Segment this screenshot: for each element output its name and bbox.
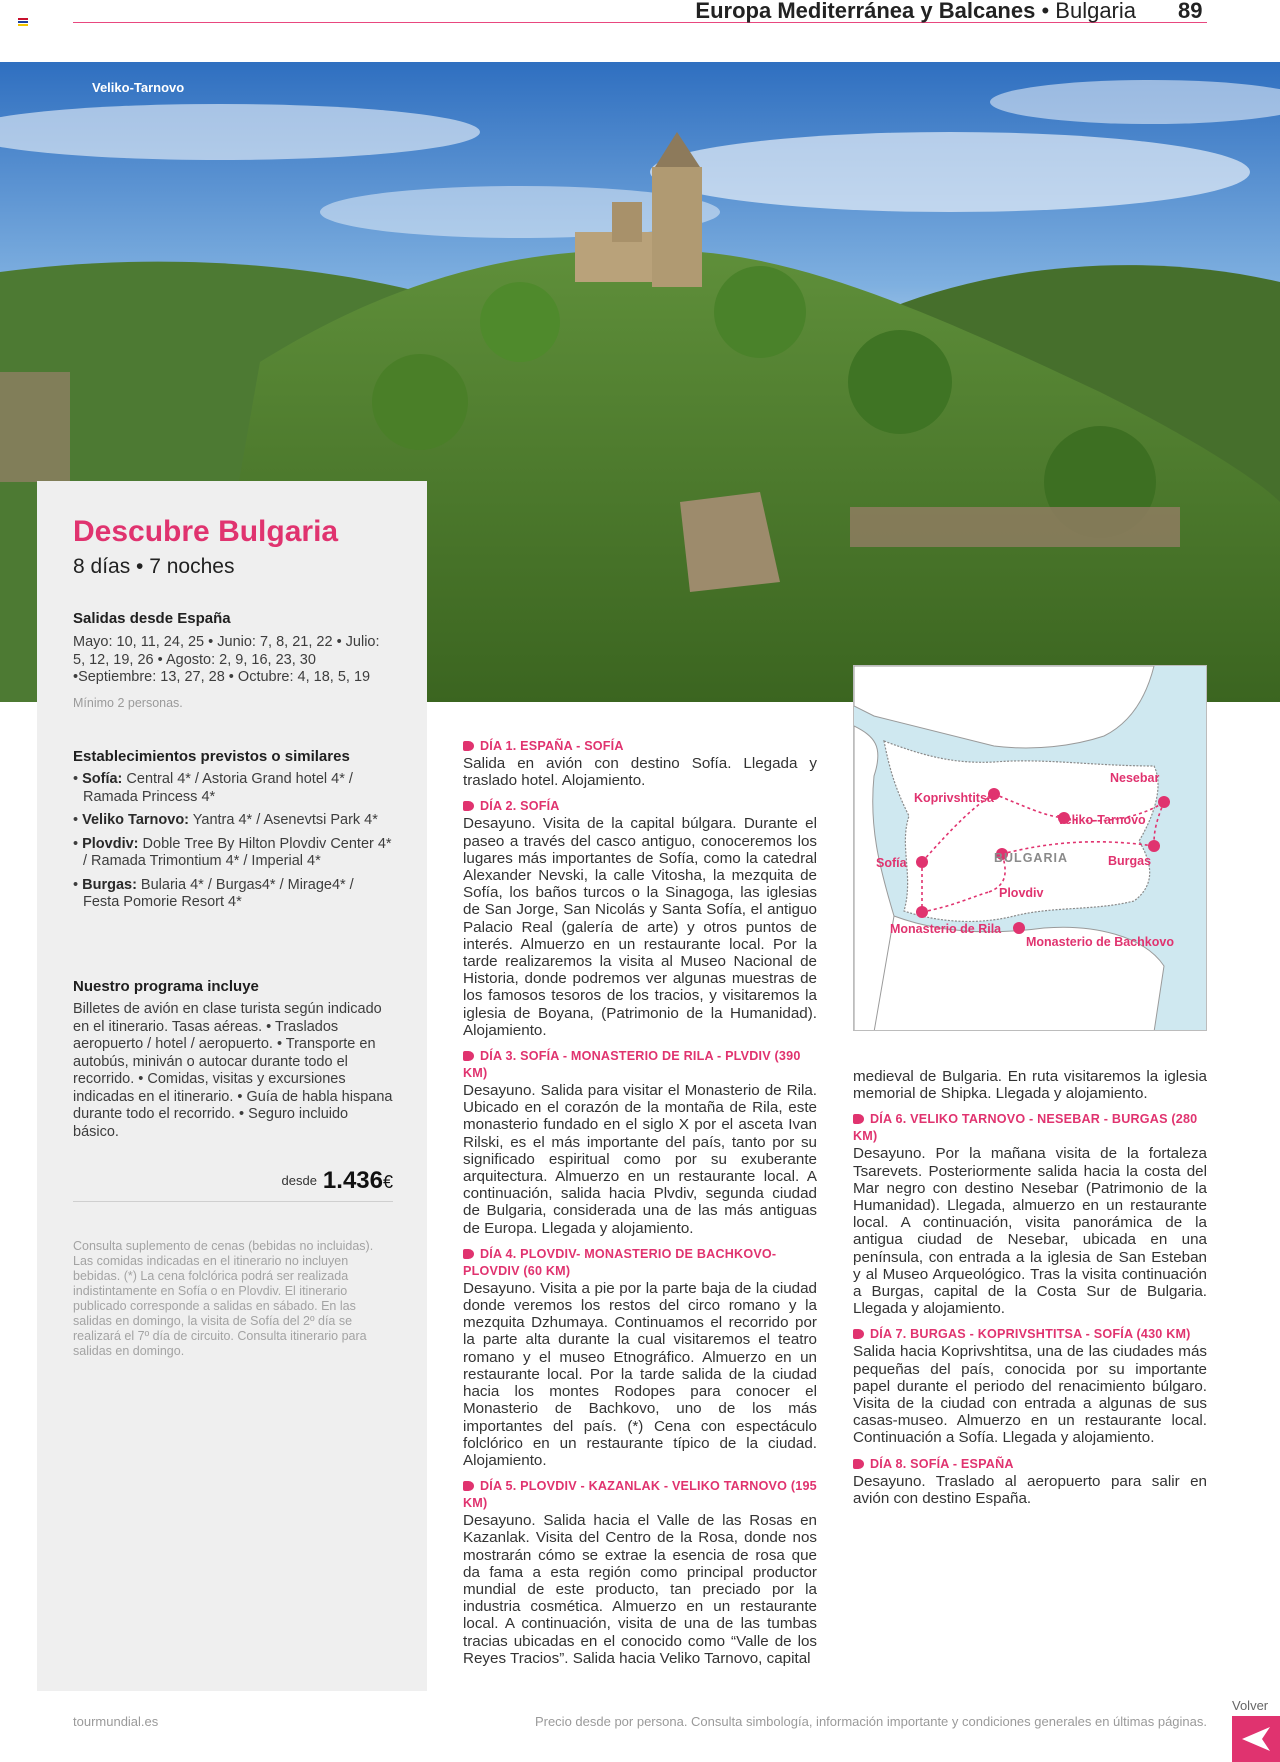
day-title: DÍA 8. SOFÍA - ESPAÑA <box>870 1456 1014 1471</box>
map-country-label: BULGARIA <box>994 851 1068 865</box>
map-label-burgas: Burgas <box>1108 854 1152 868</box>
departures-block <box>73 610 393 710</box>
bullet-arrow-icon <box>853 1329 864 1339</box>
conditions-note: Consulta suplemento de cenas (bebidas no incluidas). Las comidas indicadas en el itinerario no incluyen bebidas. (*) La cena folclórica podrá ser realizada indistintamente en Sofía o en Plovdiv. El itinerario publicado corresponde a salidas en sábado. En las salidas en domingo, la visita de Sofía del 2º día se realizará el 7º día de circuito. Consulta itinerario para salidas en domingo. <box>73 1239 374 1358</box>
map-label-koprivshtitsa: Koprivshtitsa <box>914 791 994 805</box>
day-heading <box>463 1246 817 1280</box>
day-text: Desayuno. Visita de la capital búlgara. Durante el paseo a través del casco antiguo, conoceremos los lugares más importantes de Sofía, como la catedral Alexander Nevski, la calle Vitosha, la mezquita de Sofía, los baños turcos o la Sinagoga, las iglesias de San Jorge, San Nicolás y Santa Sofía, el antiguo Palacio Real (galería de arte) y otros puntos de interés. Almuerzo en un restaurante local. Por la tarde realizaremos la visita al Museo Nacional de Historia, donde podremos ver algunas muestras de los famosos tesoros de los tracios, y visitaremos la iglesia de Boyana, (Patrimonio de la Humanidad). Alojamiento. <box>463 815 817 1039</box>
hotel-city: Veliko Tarnovo: <box>82 812 190 828</box>
day-heading <box>463 738 817 755</box>
day-text: Salida hacia Koprivshtitsa, una de las ciudades más pequeñas del país, conocida por su importante papel durante el periodo del renacimiento búlgaro. Visita de la ciudad con entrada a algunas de sus casas-museo. Almuerzo en un restaurante local. Continuación a Sofía. Llegada y alojamiento. <box>853 1343 1207 1447</box>
price-box <box>73 1167 393 1202</box>
itinerary-column-1 <box>463 738 817 1676</box>
sidebar-panel <box>37 481 427 1691</box>
bullet-arrow-icon <box>463 1481 474 1491</box>
price-label: desde <box>281 1173 317 1188</box>
hotel-names: Doble Tree By Hilton Plovdiv Center 4* / Ramada Trimontium 4* / Imperial 4* <box>83 835 392 869</box>
includes-text: Billetes de avión en clase turista según indicado en el itinerario. Tasas aéreas. • Traslados aeropuerto / hotel / aeropuerto. • Transporte en autobús, miniván o autocar durante todo el recorrido. • Comidas, visitas y excursiones indicadas en el itinerario. • Guía de habla hispana durante todo el recorrido. • Seguro incluido básico. <box>73 1001 393 1140</box>
day-text: Desayuno. Visita a pie por la parte baja de la ciudad donde veremos los restos del circo romano y la mezquita Dzhumaya. Continuamos el recorrido por la parte alta durante la cual visitaremos el teatro romano y el museo Etnográfico. Almuerzo en un restaurante local. Por la tarde salida de la ciudad hacia los montes Rodopes para conocer el Monasterio de Bachkovo, uno de los más importantes del país. (*) Cena con espectáculo folclórico en un restaurante típico de la ciudad. Alojamiento. <box>463 1279 817 1469</box>
departures-heading: Salidas desde España <box>73 610 231 627</box>
footer-disclaimer: Precio desde por persona. Consulta simbología, información importante y condiciones generales en últimas páginas. <box>534 1714 1207 1729</box>
day-heading <box>463 1048 817 1082</box>
page-header <box>695 0 1136 24</box>
price-amount: 1.436 <box>322 1167 383 1194</box>
header-country: Bulgaria <box>1055 0 1136 23</box>
header-separator: • <box>1035 0 1056 23</box>
back-arrow-icon <box>1240 1724 1272 1754</box>
back-label[interactable]: Volver <box>1232 1698 1269 1713</box>
flag-icon <box>18 18 28 26</box>
day-text: Desayuno. Salida para visitar el Monasterio de Rila. Ubicado en el corazón de la montaña de Rila, este monasterio fundado en el siglo X por el asceta Ivan Rilski, es el más importante del país, tanto por su significado espiritual como por su exuberante arquitectura. Almuerzo en un restaurante local. A continuación, salida hacia Plvdiv, segunda ciudad de Bulgaria, considerada una de las más antiguas de Europa. Llegada y alojamiento. <box>463 1082 817 1237</box>
day-text: Desayuno. Por la mañana visita de la fortaleza Tsarevets. Posteriormente salida hacia la costa del Mar negro con destino Nesebar (Patrimonio de la Humanidad). Llegada, almuerzo en un restaurante local. A continuación, visita panorámica de la antigua ciudad de Nesebar, ubicada en una península, con entrada a la iglesia de San Esteban y al Museo Arqueológico. Tras la visita continuación a Burgas, capital de la Costa Sur de Bulgaria. Llegada y alojamiento. <box>853 1145 1207 1318</box>
day-text-continued: medieval de Bulgaria. En ruta visitaremos la iglesia memorial de Shipka. Llegada y alojamiento. <box>853 1068 1207 1103</box>
hotels-heading: Establecimientos previstos o similares <box>73 748 350 765</box>
map-label-nesebar: Nesebar <box>1110 771 1160 785</box>
day-title: DÍA 6. VELIKO TARNOVO - NESEBAR - BURGAS (280 KM) <box>853 1112 1198 1144</box>
day-title: DÍA 2. SOFÍA <box>480 799 560 814</box>
footer-site[interactable]: tourmundial.es <box>73 1714 159 1729</box>
bullet-arrow-icon <box>463 1051 474 1061</box>
hotel-item: • Plovdiv: Doble Tree By Hilton Plovdiv Center 4* / Ramada Trimontium 4* / Imperial 4* <box>73 835 392 869</box>
hero-caption: Veliko-Tarnovo <box>92 80 185 95</box>
day-title: DÍA 5. PLOVDIV - KAZANLAK - VELIKO TARNOVO (195 KM) <box>463 1479 817 1511</box>
bullet-arrow-icon <box>463 741 474 751</box>
day-heading <box>463 1478 817 1512</box>
hotel-city: Sofía: <box>82 771 123 787</box>
bullet-arrow-icon <box>463 1249 474 1259</box>
page-number: 89 <box>1178 0 1203 23</box>
includes-block <box>73 978 393 1141</box>
hotel-item: • Veliko Tarnovo: Yantra 4* / Asenevtsi Park 4* <box>73 812 378 828</box>
hotel-city: Burgas: <box>82 876 137 893</box>
hotel-city: Plovdiv: <box>82 835 139 852</box>
bullet-arrow-icon <box>853 1459 864 1469</box>
hotel-names: Yantra 4* / Asenevtsi Park 4* <box>189 812 378 828</box>
day-heading <box>853 1326 1207 1343</box>
day-text: Desayuno. Traslado al aeropuerto para salir en avión con destino España. <box>853 1472 1207 1507</box>
day-title: DÍA 4. PLOVDIV- MONASTERIO DE BACHKOVO- PLOVDIV (60 KM) <box>463 1246 777 1278</box>
day-text: Salida en avión con destino Sofía. Llegada y traslado hotel. Alojamiento. <box>463 755 817 790</box>
map-label-bachkovo: Monasterio de Bachkovo <box>1026 935 1174 949</box>
map-label-plovdiv: Plovdiv <box>999 886 1044 900</box>
hotel-item: • Sofía: Central 4* / Astoria Grand hotel 4* / Ramada Princess 4* <box>73 771 353 805</box>
bulgaria-map <box>854 666 1207 1031</box>
map-label-rila: Monasterio de Rila <box>890 922 1002 936</box>
hotel-names: Central 4* / Astoria Grand hotel 4* / Ramada Princess 4* <box>83 771 353 805</box>
trip-title: Descubre Bulgaria <box>73 515 339 548</box>
minimum-people: Mínimo 2 personas. <box>73 695 183 710</box>
map-label-sofia: Sofía <box>876 856 907 870</box>
hotels-block <box>73 748 393 912</box>
itinerary-column-2 <box>853 1068 1207 1516</box>
route-map <box>853 665 1207 1031</box>
day-title: DÍA 1. ESPAÑA - SOFÍA <box>480 739 624 753</box>
includes-heading: Nuestro programa incluye <box>73 978 259 995</box>
day-heading <box>853 1111 1207 1145</box>
departures-dates: Mayo: 10, 11, 24, 25 • Junio: 7, 8, 21, 22 • Julio: 5, 12, 19, 26 • Agosto: 2, 9, 16, 23, 30 •Septiembre: 13, 27, 28 • Octubre: 4, 18, 5, 19 <box>73 634 380 685</box>
day-title: DÍA 7. BURGAS - KOPRIVSHTITSA - SOFÍA (430 KM) <box>870 1327 1191 1342</box>
map-label-veliko: Veliko-Tarnovo <box>1057 813 1146 827</box>
day-text: Desayuno. Salida hacia el Valle de las Rosas en Kazanlak. Visita del Centro de la Rosa, donde nos mostrarán cómo se extrae la esencia de rosa que da fama a esta región como principal productor mundial de este producto, tan preciado por la industria cosmética. Almuerzo en un restaurante local. A continuación, visita de una de las tumbas tracias ubicadas en el conocido como “Valle de los Reyes Tracios”. Salida hacia Veliko Tarnovo, capital <box>463 1512 817 1667</box>
trip-duration: 8 días • 7 noches <box>73 555 235 578</box>
header-section: Europa Mediterránea y Balcanes <box>695 0 1036 23</box>
bullet-arrow-icon <box>853 1114 864 1124</box>
day-heading <box>853 1456 1207 1473</box>
price-currency: € <box>382 1172 393 1192</box>
hotel-item: • Burgas: Bularia 4* / Burgas4* / Mirage4* / Festa Pomorie Resort 4* <box>73 876 354 910</box>
day-heading <box>463 798 817 815</box>
bullet-arrow-icon <box>463 801 474 811</box>
hotel-names: Bularia 4* / Burgas4* / Mirage4* / Festa Pomorie Resort 4* <box>83 876 354 910</box>
day-title: DÍA 3. SOFÍA - MONASTERIO DE RILA - PLVDIV (390 KM) <box>463 1049 801 1081</box>
back-button[interactable] <box>1232 1716 1280 1762</box>
